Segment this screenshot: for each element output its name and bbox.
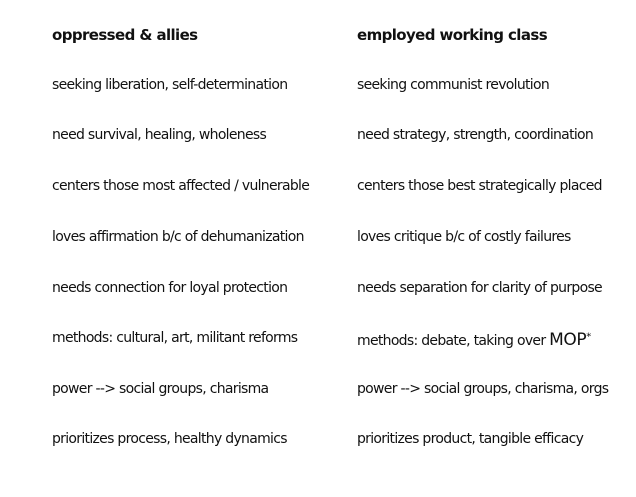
left-row: seeking liberation, self-determination (52, 77, 288, 93)
mop-text: MOP (549, 330, 587, 350)
left-row: centers those most affected / vulnerable (52, 178, 310, 194)
left-row: prioritizes process, healthy dynamics (52, 431, 287, 447)
right-row: seeking communist revolution (357, 77, 550, 93)
left-row: needs connection for loyal protection (52, 280, 288, 296)
right-row: loves critique b/c of costly failures (357, 229, 571, 245)
right-row: power --> social groups, charisma, orgs (357, 381, 609, 397)
right-row: centers those best strategically placed (357, 178, 602, 194)
right-row: need strategy, strength, coordination (357, 127, 594, 143)
methods-text: methods: debate, taking over (357, 333, 550, 349)
right-row-methods (357, 330, 591, 350)
left-row: methods: cultural, art, militant reforms (52, 330, 298, 346)
left-row: loves affirmation b/c of dehumanization (52, 229, 304, 245)
right-row: needs separation for clarity of purpose (357, 280, 602, 296)
right-row: prioritizes product, tangible efficacy (357, 431, 584, 447)
right-heading: employed working class (357, 26, 548, 44)
left-heading: oppressed & allies (52, 26, 198, 44)
footnote-star: * (586, 331, 591, 343)
left-row: need survival, healing, wholeness (52, 127, 267, 143)
left-row: power --> social groups, charisma (52, 381, 269, 397)
